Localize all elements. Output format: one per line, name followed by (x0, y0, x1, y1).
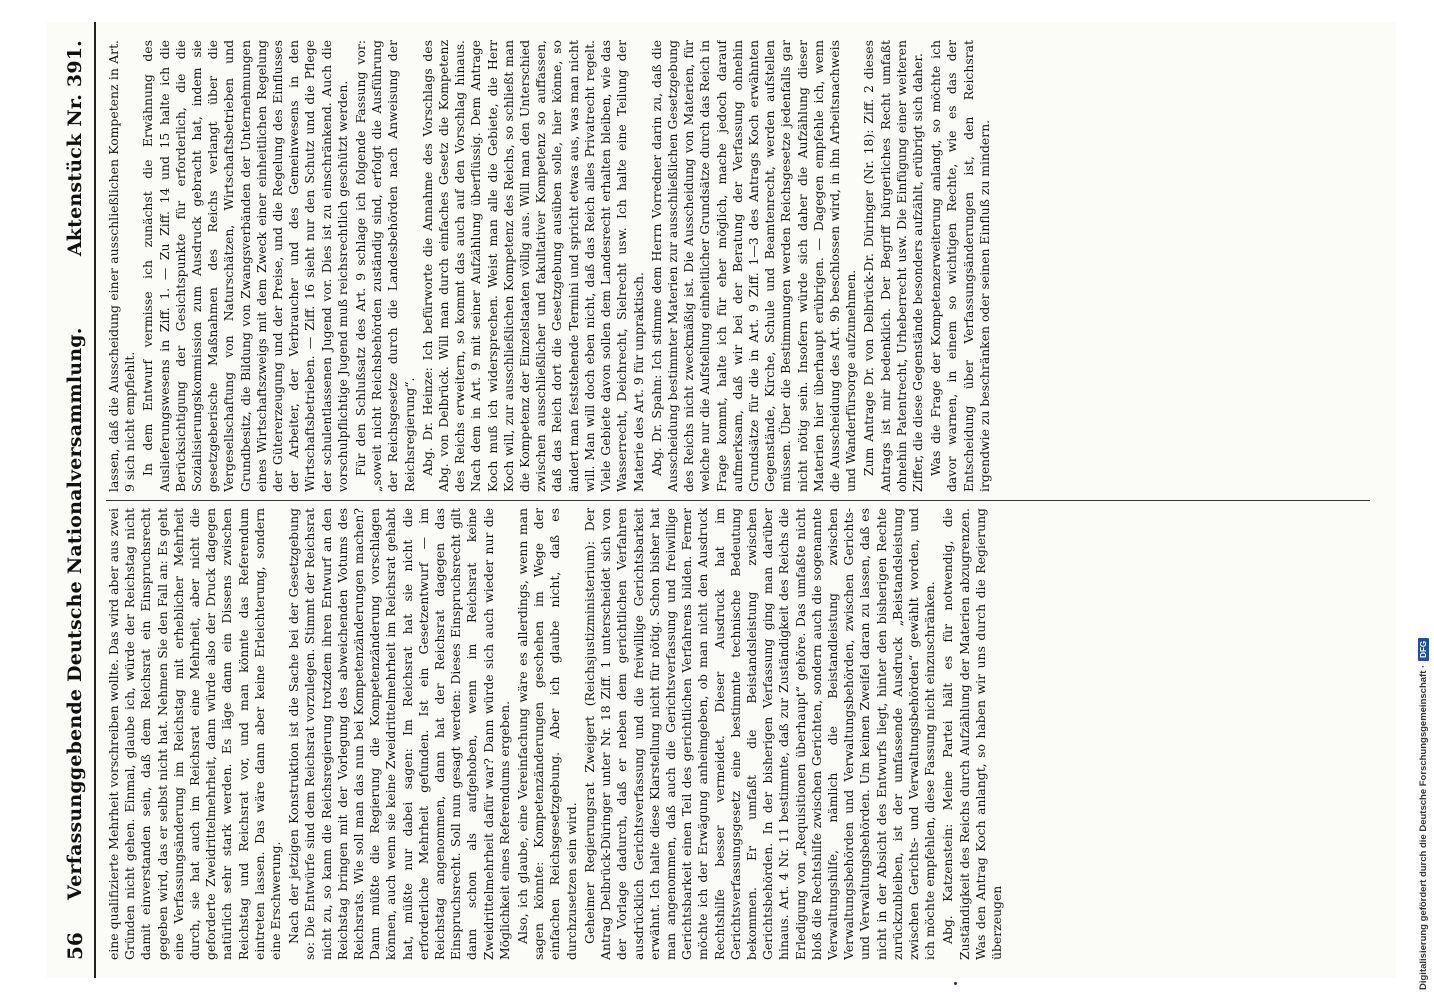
paragraph: Abg. Katzenstein: Meine Partei hält es für notwendig, die Zuständigkeit des Reichs durch Aufzählung der Materien abzugrenzen. Was den Antrag Koch anlangt, so haben wir uns durch die Regierung überzeugen (940, 508, 1004, 960)
document-reference: Aktenstück Nr. 391. (64, 40, 86, 257)
attribution-strip (1418, 638, 1429, 990)
scanned-page (46, 22, 1396, 978)
paragraph: Abg. Dr. Heinze: Ich befürworte die Annahme des Vorschlags des Abg. von Delbrück. Will man durch einfaches Gesetz die Kompetenz des Reichs erweitern, so kommt das auch auf den Vorschlag hinaus. Nach dem in Art. 9 mit seiner Aufzählung überflüssig. Dem Antrage Koch muß ich widersprechen. Weist man alle die Gebiete, die Herr Koch will, zur ausschließlichen Kompetenz des Reichs, so schließt man die Kompetenz der Einzelstaaten völlig aus. Will man den Unterschied zwischen ausschließlicher und fakultativer Kompetenz so auffassen, daß das Reich dort die Gesetzgebung ausüben solle, hier könne, so ändert man feststehende Termini und spricht etwas aus, was man nicht will. Man will doch eben nicht, daß das Reich alles Privatrecht regelt. Viele Gebiete davon sollen dem Landesrecht erhalten bleiben, wie das Wasserrecht, Deichrecht, Sielrecht usw. Ich halte eine Teilung der Materie des Art. 9 für unpraktisch. (419, 40, 646, 492)
paragraph: Nach der jetzigen Konstruktion ist die Sache bei der Gesetzgebung so: Die Entwürfe sind dem Reichsrat vorzulegen. Stimmt der Reichsrat nicht zu, so kann die Reichsregierung trotzdem ihren Entwurf an den Reichstag bringen mit der Vorlegung des abweichenden Votums des Reichsrats. Wie soll man das nun bei Kompetenzänderungen machen? Dann müßte die Regierung die Kompetenzänderung vorschlagen können, auch wenn sie keine Zweidrittelmehrheit im Reichsrat gehabt hat, müßte nur dabei sagen: Im Reichsrat hat sie nicht die erforderliche Mehrheit gefunden. Ist ein Gesetzentwurf — im Reichstag angenommen, dann hat der Reichsrat dagegen das Einspruchsrecht. Soll nun gesagt werden: Dieses Einspruchsrecht gilt dann schon als aufgehoben, wenn im Reichsrat keine Zweidrittelmehrheit dafür war? Dann würde sich auch wieder nur die Möglichkeit eines Referendums ergeben. (286, 508, 512, 960)
paragraph: Zum Antrage Dr. von Delbrück-Dr. Düringer (Nr. 18): Ziff. 2 dieses Antrags ist mir bedenklich. Der Begriff bürgerliches Recht umfaßt ohnehin Patentrecht, Urheberrecht usw. Die Einfügung einer weiteren Ziffer, die diese Gegenstände besonders aufzählt, erübrigt sich daher. (861, 40, 925, 492)
text-column-right (106, 40, 1378, 492)
paragraph: eine qualifizierte Mehrheit vorschreiben wollte. Das wird aber aus zwei Gründen nicht gehen. Einmal, glaube ich, würde der Reichstag nicht damit einverstanden sein, daß dem Reichsrat ein Einspruchsrecht gegeben wird, das er selbst nicht hat. Nehmen Sie den Fall an: Es geht eine Verfassungsänderung im Reichstag mit erheblicher Mehrheit durch, sie hat auch im Reichsrat eine Mehrheit, aber nicht die geforderte Zweidrittelmehrheit, dann würde also der Druck dagegen natürlich sehr stark werden. Es läge dann ein Dissens zwischen Reichstag und Reichsrat vor, und man könnte das Referendum eintreten lassen. Das wäre dann aber keine Erleichterung, sondern eine Erschwerung. (106, 508, 284, 960)
column-divider (106, 500, 1370, 501)
paragraph: Also, ich glaube, eine Vereinfachung wäre es allerdings, wenn man sagen könnte: Kompetenzänderungen geschehen im Wege der einfachen Reichsgesetzgebung. Aber ich glaube nicht, daß es durchzusetzen sein wird. (515, 508, 579, 960)
running-title: Verfassunggebende Deutsche Nationalversammlung. (64, 327, 86, 900)
page-number: 56 (63, 932, 87, 960)
paragraph: Für den Schlußsatz des Art. 9 schlage ich folgende Fassung vor: „soweit nicht Reichsbehörden zuständig sind, erfolgt die Ausführung der Reichsgesetze durch die Landesbehörden nach Anweisung der Reichsregierung“. (353, 40, 417, 492)
dfg-logo: DFG (1418, 638, 1429, 661)
paragraph: Geheimer Regierungsrat Zweigert (Reichsjustizministerium): Der Antrag Delbrück-Düringer unter Nr. 18 Ziff. 1 unterscheidet sich von der Vorlage dadurch, daß er neben dem gerichtlichen Verfahren ausdrücklich Gerichtsverfassung und die freiwillige Gerichtsbarkeit erwähnt. Ich halte diese Klarstellung nicht für nötig. Schon bisher hat man angenommen, daß auch die Gerichtsverfassung und freiwillige Gerichtsbarkeit einen Teil des gerichtlichen Verfahrens bilden. Ferner möchte ich der Erwägung anheimgeben, ob man nicht den Ausdruck Rechtshilfe besser vermeidet. Dieser Ausdruck hat im Gerichtsverfassungsgesetz eine bestimmte technische Bedeutung bekommen. Er umfaßt die Beistandsleistung zwischen Gerichtsbehörden. In der bisherigen Verfassung ging man darüber hinaus. Art. 4 Nr. 11 bestimmte, daß zur Zuständigkeit des Reichs die Erledigung von „Requisitionen überhaupt“ gehöre. Das umfaßte nicht bloß die Rechtshilfe zwischen Gerichten, sondern auch die sogenannte Verwaltungshilfe, nämlich die Beistandleistung zwischen Verwaltungsbehörden und Verwaltungsbehörden, zwischen Gerichts- und Verwaltungsbehörden. Um keinen Zweifel daran zu lassen, daß es nicht in der Absicht des Entwurfs liegt, hinter den bisherigen Rechte zurückzubleiben, ist der umfassende Ausdruck „Beistandsleistung zwischen Gerichts- und Verwaltungsbehörden“ gewählt worden, und ich möchte empfehlen, diese Fassung nicht einzuschränken. (581, 508, 938, 960)
page-header (56, 22, 96, 978)
text-column-left (106, 508, 1378, 960)
paragraph: Abg. Dr. Spahn: Ich stimme dem Herrn Vorredner darin zu, daß die Ausscheidung bestimmter Materien zur ausschließlichen Gesetzgebung des Reichs nicht zweckmäßig ist. Die Ausscheidung von Materien, für welche nur die Aufstellung einheitlicher Grundsätze durch das Reich in Frage kommt, halte ich für eher möglich, mache jedoch darauf aufmerksam, daß wir bei der Beratung der Verfassung ohnehin Grundsätze für die in Art. 9 Ziff. 1—3 des Antrags Koch erwähnten Gegenstände, Kirche, Schule und Beamtenrecht, werden aufstellen müssen. Über die Bestimmungen werden Reichsgesetze jedenfalls gar nicht nötig sein. Insofern würde sich daher die Aufzählung dieser Materien hier überhaupt erübrigen. — Dagegen empfehle ich, wenn die Ausscheidung des Art. 9b beschlossen wird, in ihn Arbeitsnachweis und Wanderfürsorge aufzunehmen. (648, 40, 859, 492)
page-content (46, 22, 1396, 978)
paragraph: lassen, daß die Ausscheidung einer ausschließlichen Kompetenz in Art. 9 sich nicht empfiehlt. (106, 40, 138, 492)
paragraph: In dem Entwurf vermisse ich zunächst die Erwähnung des Auslieferungswesens in Ziff. 1. — Zu Ziff. 14 und 15 halte ich die Berücksichtigung der Gesichtspunkte für erforderlich, die die Sozialisierungskommission zum Ausdruck gebracht hat, indem sie gesetzgeberische Maßnahmen des Reichs verlangt über die Vergesellschaftung von Naturschätzen, Wirtschaftsbetrieben und Grundbesitz, die Bildung von Zwangsverbänden der Unternehmungen eines Wirtschaftszweigs mit dem Zweck einer einheitlichen Regelung der Gütererzeugung und der Preise, und die Regelung des Einflusses der Arbeiter, der Verbraucher und des Gemeinwesens in den Wirtschaftsbetrieben. — Ziff. 16 sieht nur den Schutz und die Pflege der schulentlassenen Jugend vor. Dies ist zu einschränkend. Auch die vorschulpflichtige Jugend muß reichsrechtlich geschützt werden. (140, 40, 350, 492)
paragraph: Was die Frage der Kompetenzerweiterung anlangt, so möchte ich davor warnen, in einem so wichtigen Rechte, wie es das der Entscheidung über Verfassungsänderungen ist, den Reichsrat irgendwie zu beschränken oder seinen Einfluß zu mindern. (928, 40, 992, 492)
ink-speck (954, 982, 957, 985)
attribution-text: Digitalisierung gefördert durch die Deutsche Forschungsgemeinschaft · (1418, 664, 1429, 990)
